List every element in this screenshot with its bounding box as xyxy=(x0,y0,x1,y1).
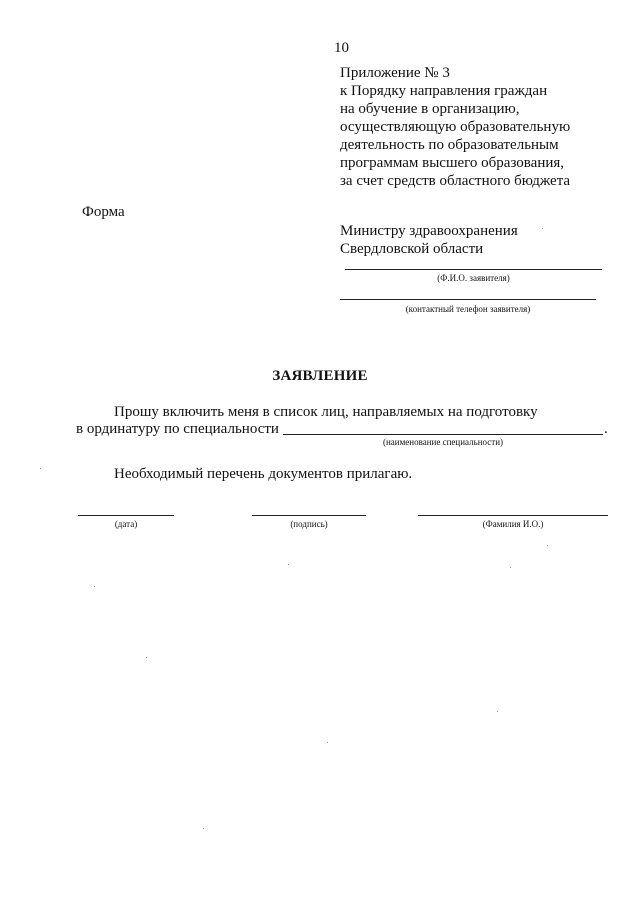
scan-speck xyxy=(497,711,498,712)
date-field-line[interactable] xyxy=(78,515,174,516)
addressee-block xyxy=(340,222,518,258)
request-text-line-1: Прошу включить меня в список лиц, направляемых на подготовку xyxy=(114,404,538,420)
signature-field-line[interactable] xyxy=(252,515,366,516)
request-text-period: . xyxy=(604,421,608,437)
signature-caption: (подпись) xyxy=(290,519,328,529)
documents-statement: Необходимый перечень документов прилагаю. xyxy=(114,466,413,482)
appendix-line: программам высшего образования, xyxy=(340,155,565,171)
scan-speck xyxy=(542,228,543,229)
form-label: Форма xyxy=(82,204,125,220)
appendix-line: Приложение № 3 xyxy=(340,65,450,81)
addressee-line-1: Министру здравоохранения xyxy=(340,223,518,239)
surname-caption: (Фамилия И.О.) xyxy=(482,519,544,529)
applicant-phone-caption: (контактный телефон заявителя) xyxy=(405,304,531,314)
applicant-name-caption: (Ф.И.О. заявителя) xyxy=(437,273,510,283)
document-title: ЗАЯВЛЕНИЕ xyxy=(272,368,368,384)
appendix-block xyxy=(340,64,570,190)
request-text-line-2: в ординатуру по специальности xyxy=(76,421,279,437)
specialty-caption: (наименование специальности) xyxy=(382,437,504,447)
appendix-line: деятельность по образовательным xyxy=(340,137,559,153)
scan-speck xyxy=(203,828,204,829)
scan-speck xyxy=(327,742,328,743)
date-caption: (дата) xyxy=(114,519,138,529)
scan-speck xyxy=(94,586,95,587)
appendix-line: за счет средств областного бюджета xyxy=(340,173,571,189)
scan-speck xyxy=(510,567,511,568)
appendix-line: к Порядку направления граждан xyxy=(340,83,548,99)
applicant-phone-line[interactable] xyxy=(340,299,596,300)
surname-field-line[interactable] xyxy=(418,515,608,516)
specialty-field-line[interactable] xyxy=(283,434,603,435)
scan-speck xyxy=(288,564,289,565)
appendix-line: осуществляющую образовательную xyxy=(340,119,571,135)
scan-speck xyxy=(547,545,548,546)
appendix-line: на обучение в организацию, xyxy=(340,101,520,117)
scan-speck xyxy=(146,657,147,658)
request-paragraph-line-1 xyxy=(76,403,608,422)
applicant-name-line[interactable] xyxy=(345,269,602,270)
scan-speck xyxy=(40,468,41,469)
addressee-line-2: Свердловской области xyxy=(340,241,484,257)
page-number: 10 xyxy=(334,40,349,56)
